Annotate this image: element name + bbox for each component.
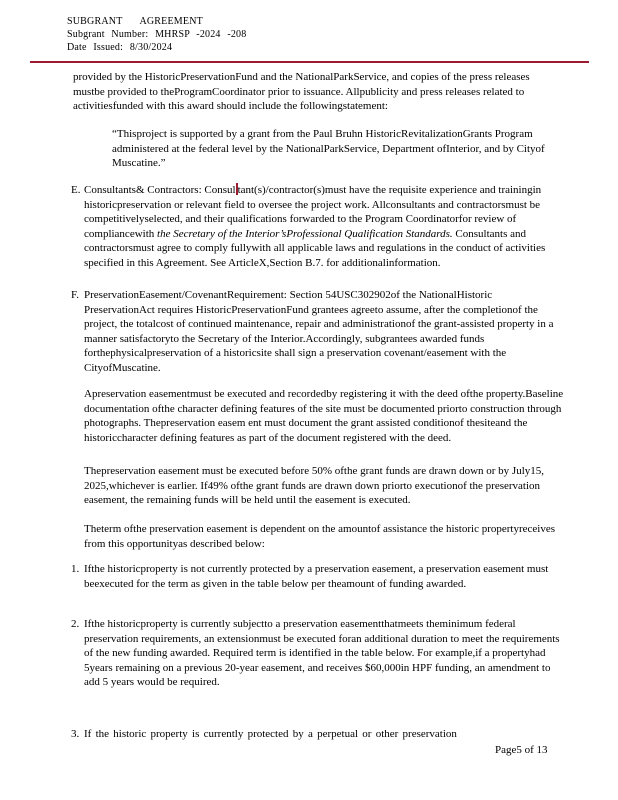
list-item-2-text: Ifthe historicproperty is currently subjectto a preservation easementthatmeets theminimum federal preservation requirements, an extensionmust be executed foran additional duration to meet the requirements of the new funding awarded. Required term is identified in the table below. For example,if a propertyhad 5years remaining on a previous 20-year easement, and receives $60,000in HPF funding, an amendment to add 5 years would be required. [84, 618, 560, 688]
list-item-2-number: 2. [71, 618, 80, 630]
list-item-perpetual-easement [71, 727, 565, 742]
section-f-label: F. [71, 289, 79, 301]
list-item-1-number: 1. [71, 563, 80, 575]
section-e-text [84, 183, 565, 270]
section-e-label: E. [71, 184, 81, 196]
document-header [67, 15, 246, 54]
list-item-3-text: If the historic property is currently protected by a perpetual or other preservation [84, 728, 457, 740]
section-e-text-end: Consultants and contractorsmust agree to comply fullywith all applicable laws and regulations in the conduct of activities specified in this Agreement. See ArticleX,Section B.7. for additionalinformation. [84, 227, 546, 269]
date-issued-value: 8/30/2024 [129, 42, 173, 53]
professional-qualification-standards-citation: the Secretary of the Interior’sProfessional Qualification Standards. [157, 227, 453, 240]
subgrant-number-label: Subgrant Number: [67, 29, 149, 40]
list-item-3-number: 3. [71, 728, 80, 740]
date-issued-label: Date Issued: [67, 42, 124, 53]
list-item-1-text: Ifthe historicproperty is not currently protected by a preservation easement, a preservation easement must beexecuted for the term as given in the table below per theamount of funding awarded. [84, 563, 549, 590]
section-f-preservation-easement [71, 288, 565, 375]
page-number-indicator: Page5 of 13 [495, 744, 548, 756]
subgrant-number-line [67, 28, 246, 41]
list-item-existing-easement [71, 617, 565, 690]
easement-deadline-paragraph: Thepreservation easement must be executed before 50% ofthe grant funds are drawn down or by July15, 2025,whichever is earlier. If49% ofthe grant funds are drawn down priorto executionof the preservation easement, the remaining funds will be held until the easement is executed. [84, 465, 545, 506]
funding-statement-quote: “Thisproject is supported by a grant from the Paul Bruhn HistoricRevitalizationGrants Program administered at the federal level by the NationalParkService, Department ofInterior, and by Cityof Muscatine.” [112, 128, 545, 169]
section-f-text: PreservationEasement/CovenantRequirement: Section 54USC302902of the NationalHistoric PreservationAct requires HistoricPreservationFund grantees agreeto assume, after the completionof the project, the totalcost of continued maintenance, repair and administrationof the grant-assisted property in a manner satisfactoryto the Secretary of the Interior.Accordingly, subgrantees awarded funds forthephysicalpreservation of a historicsite shall sign a preservation covenant/easement with the CityofMuscatine. [84, 289, 554, 374]
subgrant-number-value: MHRSP -2024 -208 [155, 29, 247, 40]
section-e-text-middle: tant(s)/contractor(s)must have the requisite experience and trainingin historicpreservation or relevant field to oversee the project work. Allconsultants and contractorsmust be competitivelyselected, and their qualifications forwarded to the Program Coordinatorfor review of compliancewith [84, 184, 542, 240]
intro-paragraph: provided by the HistoricPreservationFund and the NationalParkService, and copies of the press releases mustbe provided to theProgramCoordinator prior to issuance. Allpublicity and press releases related to activitiesfunded with this award should include the followingstatement: [73, 71, 530, 112]
header-divider-rule [30, 61, 589, 63]
easement-term-paragraph: Theterm ofthe preservation easement is dependent on the amountof assistance the historic propertyreceives from this opportunityas described below: [84, 523, 555, 550]
document-title: SUBGRANT AGREEMENT [67, 16, 203, 27]
section-e-text-start: Consultants& Contractors: Consul [84, 184, 236, 196]
easement-execution-paragraph: Apreservation easementmust be executed and recordedby registering it with the deed ofthe property.Baseline documentation ofthe character defining features of the site must be documented priorto construction through photographs. Thepreservation easem ent must document the grant assisted conditionof thesiteand the historiccharacter defining features as part of the document registered with the deed. [84, 388, 564, 444]
date-issued-line [67, 41, 246, 54]
section-e-consultants-contractors [71, 183, 565, 270]
list-item-no-easement [71, 562, 565, 591]
